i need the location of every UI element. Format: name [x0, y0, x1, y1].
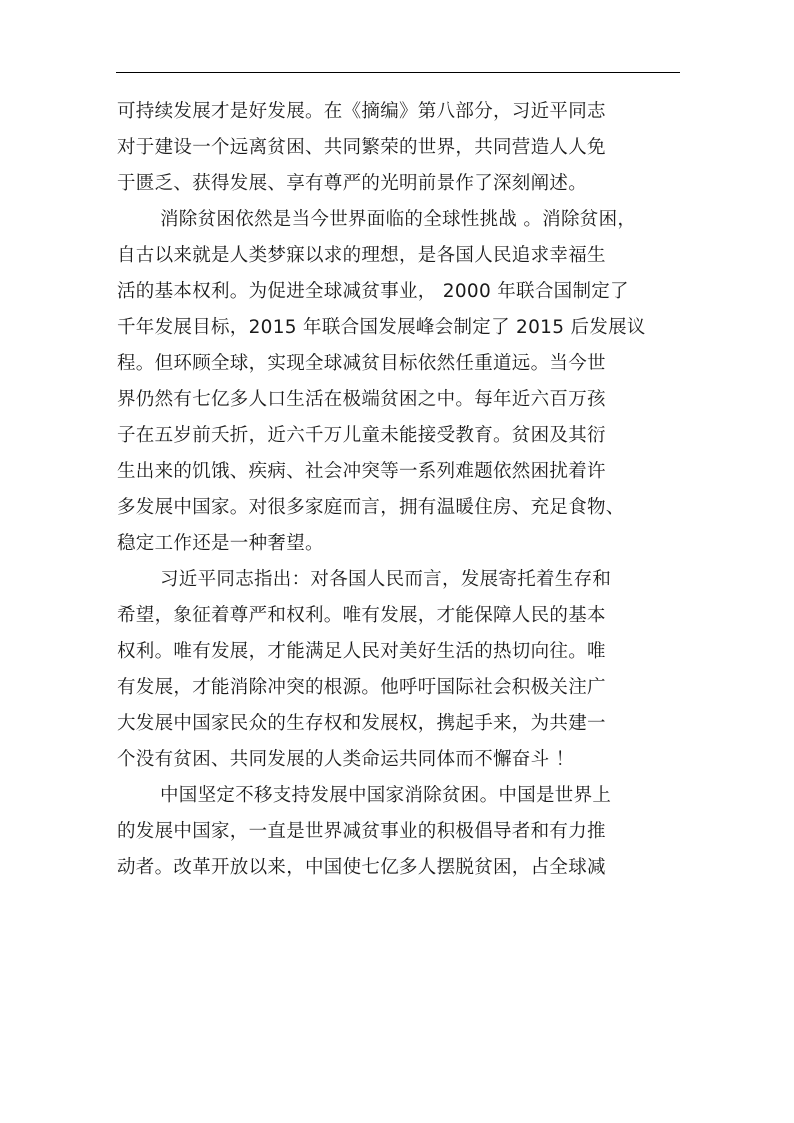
text-line: 千年发展目标，2015 年联合国发展峰会制定了 2015 后发展议 [117, 317, 646, 338]
document-body [117, 94, 683, 886]
paragraph-3 [117, 562, 683, 778]
text-line: 多发展中国家。对很多家庭而言，拥有温暖住房、充足食物、 [117, 497, 625, 518]
text-line: 大发展中国家民众的生存权和发展权，携起手来，为共建一 [117, 713, 606, 734]
text-line: 子在五岁前夭折，近六千万儿童未能接受教育。贫困及其衍 [117, 425, 606, 446]
text-line: 的发展中国家，一直是世界减贫事业的积极倡导者和有力推 [117, 821, 606, 842]
text-line: 个没有贫困、共同发展的人类命运共同体而不懈奋斗 ！ [117, 749, 575, 770]
text-line: 希望，象征着尊严和权利。唯有发展，才能保障人民的基本 [117, 605, 606, 626]
text-line: 界仍然有七亿多人口生活在极端贫困之中。每年近六百万孩 [117, 389, 606, 410]
text-line: 对于建设一个远离贫困、共同繁荣的世界，共同营造人人免 [117, 137, 606, 158]
text-line: 稳定工作还是一种奢望。 [117, 533, 324, 554]
paragraph-2 [117, 202, 683, 562]
text-line: 活的基本权利。为促进全球减贫事业， 2000 年联合国制定了 [117, 281, 629, 302]
text-line: 生出来的饥饿、疾病、社会冲突等一系列难题依然困扰着许 [117, 461, 606, 482]
text-line: 习近平同志指出：对各国人民而言，发展寄托着生存和 [160, 569, 612, 590]
text-line: 可持续发展才是好发展。在《摘编》第八部分，习近平同志 [117, 101, 606, 122]
text-line: 有发展，才能消除冲突的根源。他呼吁国际社会积极关注广 [117, 677, 606, 698]
text-line: 中国坚定不移支持发展中国家消除贫困。中国是世界上 [160, 785, 612, 806]
paragraph-1 [117, 94, 683, 202]
text-line: 程。但环顾全球，实现全球减贫目标依然任重道远。当今世 [117, 353, 606, 374]
text-line: 权利。唯有发展，才能满足人民对美好生活的热切向往。唯 [117, 641, 606, 662]
text-line: 动者。改革开放以来，中国使七亿多人摆脱贫困，占全球减 [117, 857, 606, 878]
text-line: 消除贫困依然是当今世界面临的全球性挑战 。消除贫困， [160, 209, 637, 230]
text-line: 自古以来就是人类梦寐以求的理想，是各国人民追求幸福生 [117, 245, 606, 266]
paragraph-4 [117, 778, 683, 886]
header-rule [116, 72, 680, 73]
text-line: 于匮乏、获得发展、享有尊严的光明前景作了深刻阐述。 [117, 173, 588, 194]
